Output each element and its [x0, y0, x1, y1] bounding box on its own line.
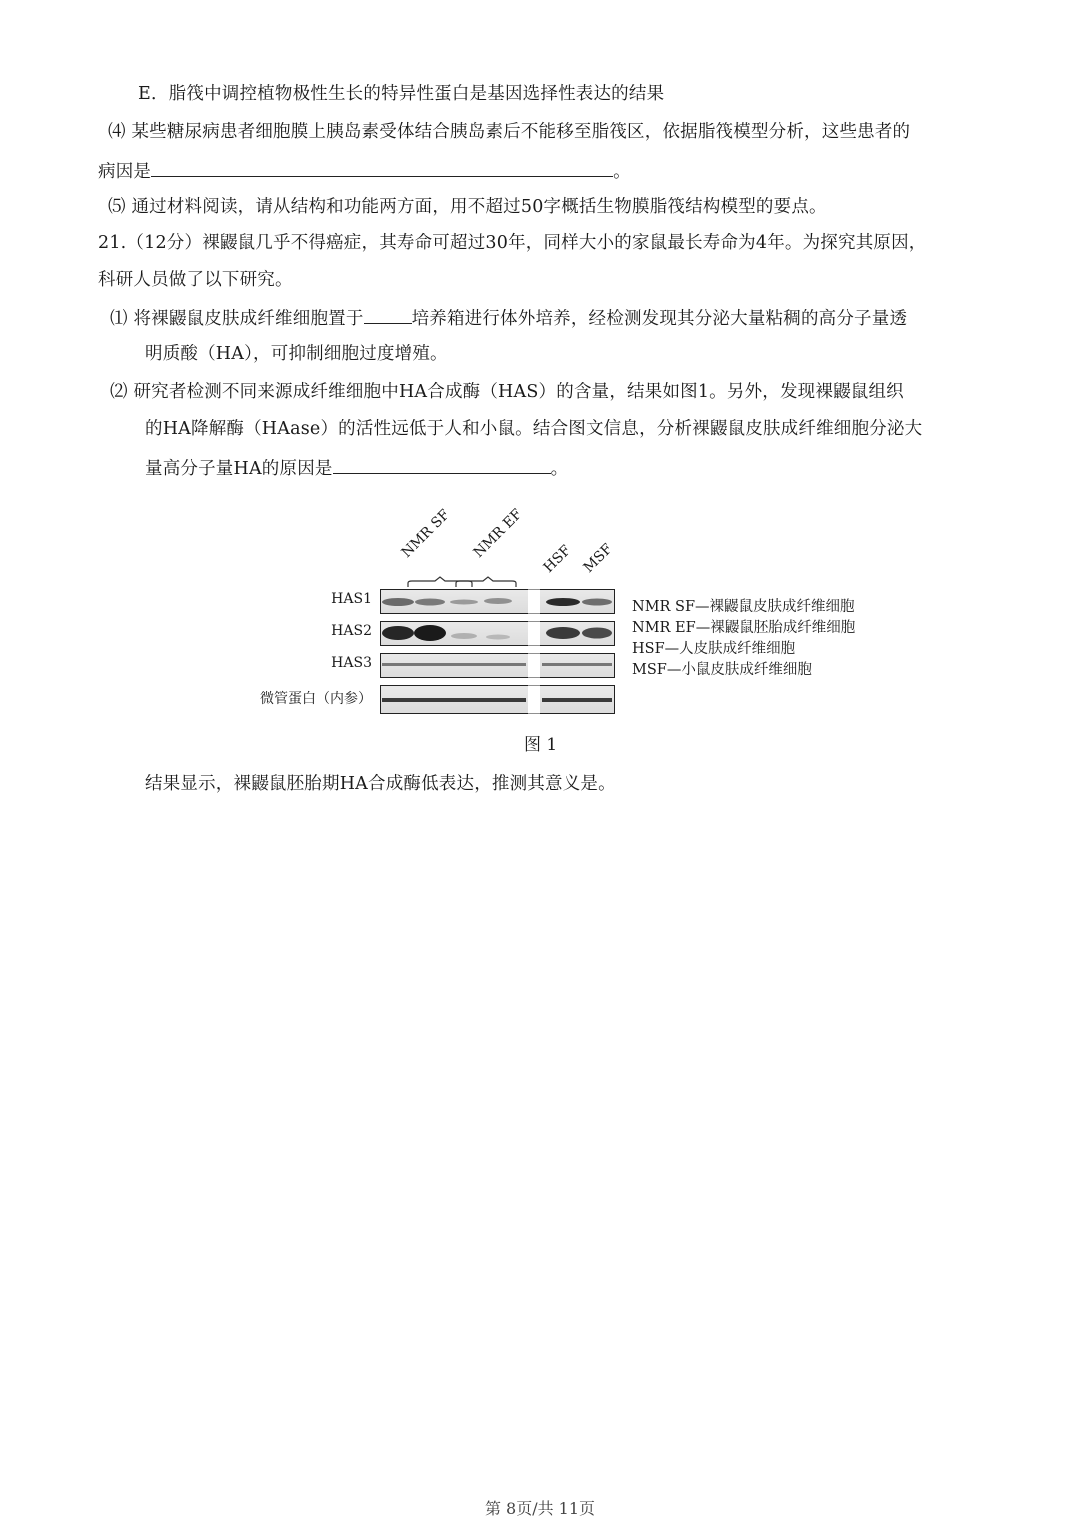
blot-row-tubulin — [381, 686, 615, 714]
page-line-10: 的HA降解酶（HAase）的活性远低于人和小鼠。结合图文信息，分析裸鼹鼠皮肤成纤维细胞分泌大 — [145, 419, 923, 439]
figure-caption: 图 1 — [524, 735, 558, 755]
page-line-1: E．脂筏中调控植物极性生长的特异性蛋白是基因选择性表达的结果 — [138, 84, 665, 104]
page-line-5: 21.（12分）裸鼹鼠几乎不得癌症，其寿命可超过30年，同样大小的家鼠最长寿命为4年。为探究其原因， — [98, 233, 927, 253]
blot-strips — [380, 589, 616, 717]
period: 。 — [550, 459, 569, 479]
legend-item-hsf: HSF—人皮肤成纤维细胞 — [632, 641, 796, 657]
page-line-6: 科研人员做了以下研究。 — [98, 270, 293, 290]
legend-item-nmr-sf: NMR SF—裸鼹鼠皮肤成纤维细胞 — [632, 599, 855, 615]
prompt-text: ⑴ 将裸鼹鼠皮肤成纤维细胞置于 — [110, 309, 364, 329]
answer-blank — [151, 158, 613, 177]
legend-item-nmr-ef: NMR EF—裸鼹鼠胚胎成纤维细胞 — [632, 620, 856, 636]
prompt-text: 量高分子量HA的原因是 — [145, 459, 333, 479]
western-blot-figure — [230, 505, 890, 755]
bracket-nmr-sf-line — [408, 577, 472, 587]
prompt-text: 病因是 — [98, 162, 152, 182]
row-label-tubulin: 微管蛋白（内参） — [260, 691, 372, 707]
legend-item-msf: MSF—小鼠皮肤成纤维细胞 — [632, 662, 812, 678]
page-line-3 — [98, 158, 631, 184]
answer-blank — [364, 305, 412, 324]
bracket-nmr-sf — [410, 579, 465, 587]
lane-label-hsf: HSF — [540, 542, 575, 576]
lane-label-msf: MSF — [580, 540, 616, 576]
continued-text: 培养箱进行体外培养，经检测发现其分泌大量粘稠的高分子量透 — [411, 309, 908, 329]
page-line-11 — [145, 455, 568, 481]
period: 。 — [613, 162, 631, 182]
page-line-12: 结果显示，裸鼹鼠胚胎期HA合成酶低表达，推测其意义是。 — [145, 774, 616, 794]
row-label-has2: HAS2 — [331, 623, 372, 639]
page-line-2: ⑷ 某些糖尿病患者细胞膜上胰岛素受体结合胰岛素后不能移至脂筏区，依据脂筏模型分析，这些患者的 — [108, 122, 911, 142]
blot-row-has1 — [381, 590, 615, 614]
bracket-nmr-ef-line — [456, 577, 516, 587]
blot-row-has2 — [381, 622, 615, 646]
answer-blank — [333, 455, 551, 474]
page-line-4: ⑸ 通过材料阅读，请从结构和功能两方面，用不超过50字概括生物膜脂筏结构模型的要点。 — [108, 197, 827, 217]
lane-label-nmr-ef: NMR EF — [470, 506, 526, 561]
page-line-8: 明质酸（HA），可抑制细胞过度增殖。 — [145, 344, 448, 364]
row-label-has1: HAS1 — [331, 591, 372, 607]
lane-label-nmr-sf: NMR SF — [398, 506, 454, 561]
page-line-7 — [110, 305, 907, 331]
page-line-9: ⑵ 研究者检测不同来源成纤维细胞中HA合成酶（HAS）的含量，结果如图1。另外，发现裸鼹鼠组织 — [110, 382, 904, 402]
row-label-has3: HAS3 — [331, 655, 372, 671]
page-footer: 第 8页/共 11页 — [484, 1499, 596, 1518]
blot-row-has3 — [381, 654, 615, 678]
